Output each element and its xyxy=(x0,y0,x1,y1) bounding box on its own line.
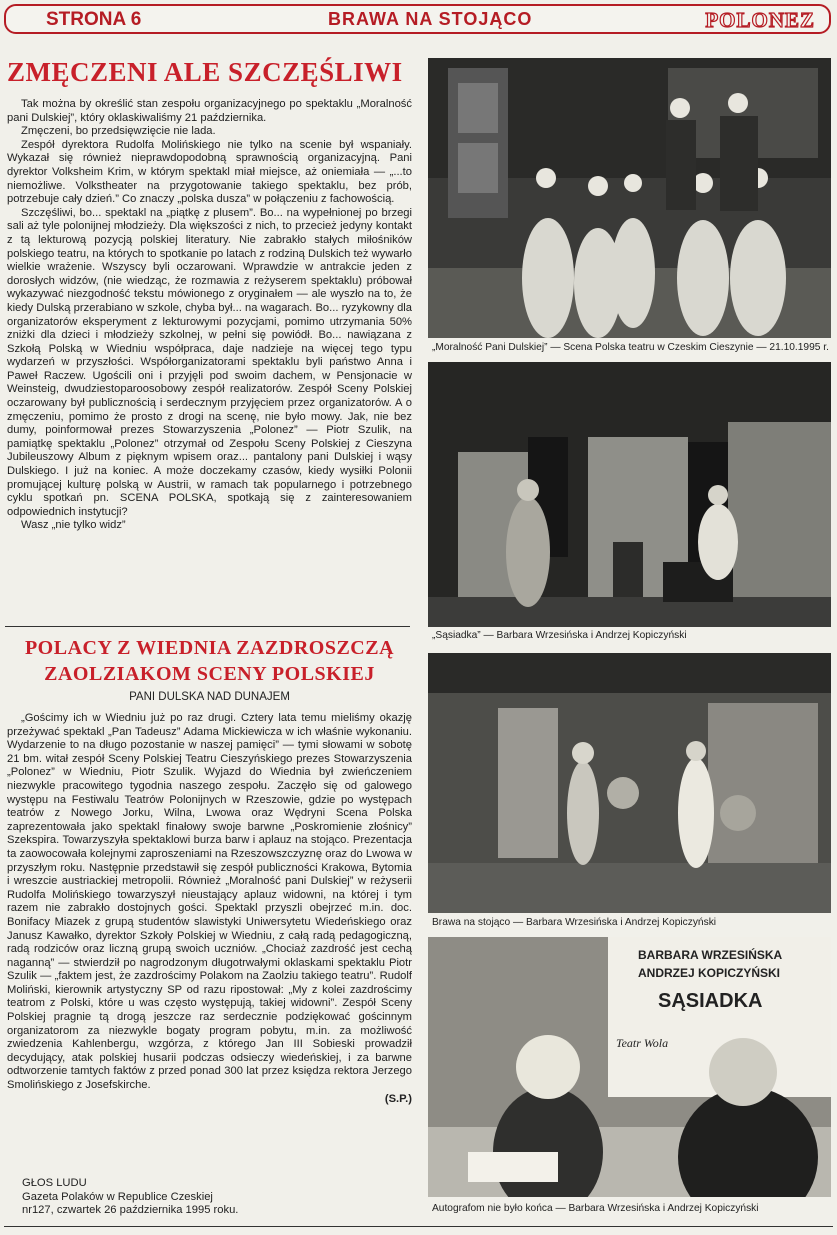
article-1-body xyxy=(7,98,412,533)
page-header xyxy=(4,4,831,34)
article-1-paragraph: Zmęczeni, bo przedsięwzięcie nie lada. xyxy=(21,125,216,138)
poster-text: Teatr Wola xyxy=(616,1036,669,1050)
article-1-paragraph: Zespół dyrektora Rudolfa Molińskiego nie tylko na scenie był wspaniały. Wykazał się również nieprawdopodobną sprawnością organizacyjną. Pani dyrektor Volksheim Krim, w którym spektakl miał miejsce, aż oniemiała — „...to niemożliwe. Volkstheater na przygotowanie takiego spektaklu, bez prób, potrzebuje cały dzień.” Co znaczy „polska dusza” w połączeniu z fachowością. xyxy=(7,138,412,206)
article-2-subtitle: PANI DULSKA NAD DUNAJEM xyxy=(129,691,290,703)
photo-sasiadka xyxy=(428,362,831,627)
photo-autograph xyxy=(428,937,831,1197)
section-title: BRAWA NA STOJĄCO xyxy=(328,9,533,29)
source-issue: nr127, czwartek 26 października 1995 roku. xyxy=(22,1204,239,1217)
bottom-rule xyxy=(4,1226,833,1227)
photo-ovation xyxy=(428,653,831,913)
article-1-signoff: Wasz „nie tylko widz” xyxy=(21,519,126,532)
photo-caption: Brawa na stojąco — Barbara Wrzesińska i Andrzej Kopiczyński xyxy=(432,917,717,928)
source-block xyxy=(22,1177,238,1218)
photo-caption: „Moralność Pani Dulskiej” — Scena Polska teatru w Czeskim Cieszynie — 21.10.1995 r. xyxy=(432,342,829,353)
article-1-paragraph: Szczęśliwi, bo... spektakl na „piątkę z plusem”. Bo... na wypełnionej po brzegi sali aż tyle polonijnej młodzieży. Dla większości z nich, to przecież jedyny kontakt z tą lekturową pozycją polskiej literatury. Nie zabrakło stałych miłośników polskiego teatru, na których to spotkanie po latach z rodziną Dulskich też wywarło wielkie wrażenie. Wszyscy byli oczarowani. Wprawdzie w antrakcie jeden z dorosłych widzów, (nie wiedząc, że rozmawia z reżyserem spektaklu) próbował wykazywać niezgodność tekstu mówionego z oryginałem — ale wyszło na to, że kiedy Dulską przerabiano w szkole, chyba był... na wagarach. Bo... ryzykowny dla organizatorów eksperyment z lekturowymi pozycjami, pomimo utrzymania 50% zniżki dla dzieci i młodzieży szkolnej, w pełni się powiódł. Bo... nawiązana z Szkołą Polską w Wiedniu współpraca, daje nadzieje na więcej tego typu wydarzeń w przyszłości. Współorganizatorami spektaklu byli państwo Anna i Paweł Raczew. Ugościli oni i przyjęli pod swoim dachem, w Pensjonacie w Weinsteig, dwudziestoparoosobowy zespół realizatorów. Zespół Sceny Polskiej oczarowany był publicznością i serdecznym przyjęciem przez organizatorów. A o zmęczeniu, pomimo że prosto z drogi na scenę, nie było mowy. Jak, nie bez dumy, poinformował prezes Stowarzyszenia „Polonez” — Piotr Szulik, na pamiątkę spektaklu „Polonez” otrzymał od Zespołu Sceny Polskiej z Cieszyna Jubileuszowy Album z pięknym wpisem oraz... pantalony pani Dulskiej i wąsy Dulskiego. I już na koniec. A może doczekamy czasów, kiedy wysiłki Polonii promującej kulturę polską w Austrii, w ramach tak popularnego i potrzebnego cyklu spotkań pn. SCENA POLSKA, spotkają się z zainteresowaniem odpowiednich instytucji? xyxy=(7,206,412,518)
photo-cast xyxy=(428,58,831,338)
poster-text: SĄSIADKA xyxy=(658,990,763,1012)
article-2-paragraph: „Gościmy ich w Wiedniu już po raz drugi. Cztery lata temu mieliśmy okazję przeżywać spektakl „Pan Tadeusz” Adama Mickiewicza w ich właśnie wykonaniu. Wydarzenie to na długo pozostanie w naszej pamięci” — tymi słowami w sobotę 21 bm. witał zespół Sceny Polskiej Teatru Cieszyńskiego prezes Stowarzyszenia „Polonez” w Wiedniu, Piotr Szulik. Wyjazd do Wiednia był zwieńczeniem niezwykle pracowitego tygodnia naszego zespołu. Zaczęło się od galowego występu na Festiwalu Teatrów Polonijnych w Rzeszowie, gdzie po występach teatrów z Nowego Jorku, Wilna, Lwowa oraz Wędryni Scena Polska zaprezentowała jako spektakl finałowy swoje barwne „Poskromienie złośnicy” Szekspira. Towarzyszyła spektaklowi burza barw i aplauz na stojąco. Prezentacja ta zaowocowała kolejnymi zaproszeniami na Rzeszowszczyznę oraz do Lwowa w przyszłym roku. Następnie przedstawił się zespół publiczności Krakowa, Bytomia i wreszcie austriackiej metropolii. Również „Moralność pani Dulskiej” w reżyserii Rudolfa Molińskiego towarzyszył nieustający aplauz widowni, na której i tym razem nie zabrakło dostojnych gości. Spektakl przyszli obejrzeć m.in. doc. Bonifacy Miazek z grupą studentów slawistyki Uniwersytetu Wiedeńskiego oraz Janusz Kawałko, dyrektor Szkoły Polskiej w Wiedniu, z całą radą pedagogiczną, radą rodziców oraz liczną grupą swoich uczniów. „Chociaż zazdrość jest cechą naganną” — stwierdził po nagrodzonym długotrwałymi oklaskami spektaklu Piotr Szulik — „faktem jest, że zazdrościmy Polakom na Zaolziu takiego teatru”. Rudolf Moliński, kierownik artystyczny SP od razu ripostował: „My z kolei zazdrościmy teatrom z Polski, które u was często występują, takiej widowni”. Zespół Sceny Polskiej pragnie tą drogą jeszcze raz serdecznie podziękować gościnnym organizatorom za niezwykle bogaty program pobytu, m.in. za możliwość zwiedzenia Kahlenbergu, wzgórza, z którego Jan III Sobieski prowadził decydujący, atak polskiej husarii podczas odsieczy wiedeńskiej, i za barwne odtworzenie tamtych faktów z przed ponad 300 lat przez księdza rektora Jerzego Smolińskiego z Josefskirche. xyxy=(7,712,412,1092)
page-number: STRONA 6 xyxy=(46,9,142,30)
source-publication: GŁOS LUDU xyxy=(22,1177,87,1189)
article-2 xyxy=(7,712,412,1105)
article-1 xyxy=(7,56,412,533)
poster-text: ANDRZEJ KOPICZYŃSKI xyxy=(638,966,781,980)
article-2-body xyxy=(7,712,412,1093)
article-divider xyxy=(5,626,410,627)
photo-caption: „Sąsiadka” — Barbara Wrzesińska i Andrzej Kopiczyński xyxy=(432,630,687,641)
article-2-byline: (S.P.) xyxy=(384,1092,412,1105)
brand-logo: POLONEZ xyxy=(705,8,815,32)
photo-caption: Autografom nie było końca — Barbara Wrzesińska i Andrzej Kopiczyński xyxy=(432,1203,759,1214)
article-1-title: ZMĘCZENI ALE SZCZĘŚLIWI xyxy=(7,57,403,87)
article-1-paragraph: Tak można by określić stan zespołu organizacyjnego po spektaklu „Moralność pani Dulskiej”, który oklaskiwaliśmy 21 października. xyxy=(7,98,412,124)
poster-text: BARBARA WRZESIŃSKA xyxy=(638,948,783,962)
source-subtitle: Gazeta Polaków w Republice Czeskiej xyxy=(22,1190,213,1203)
article-2-title: POLACY Z WIEDNIA ZAZDROSZCZĄ ZAOLZIAKOM SCENY POLSKIEJ xyxy=(24,637,395,685)
